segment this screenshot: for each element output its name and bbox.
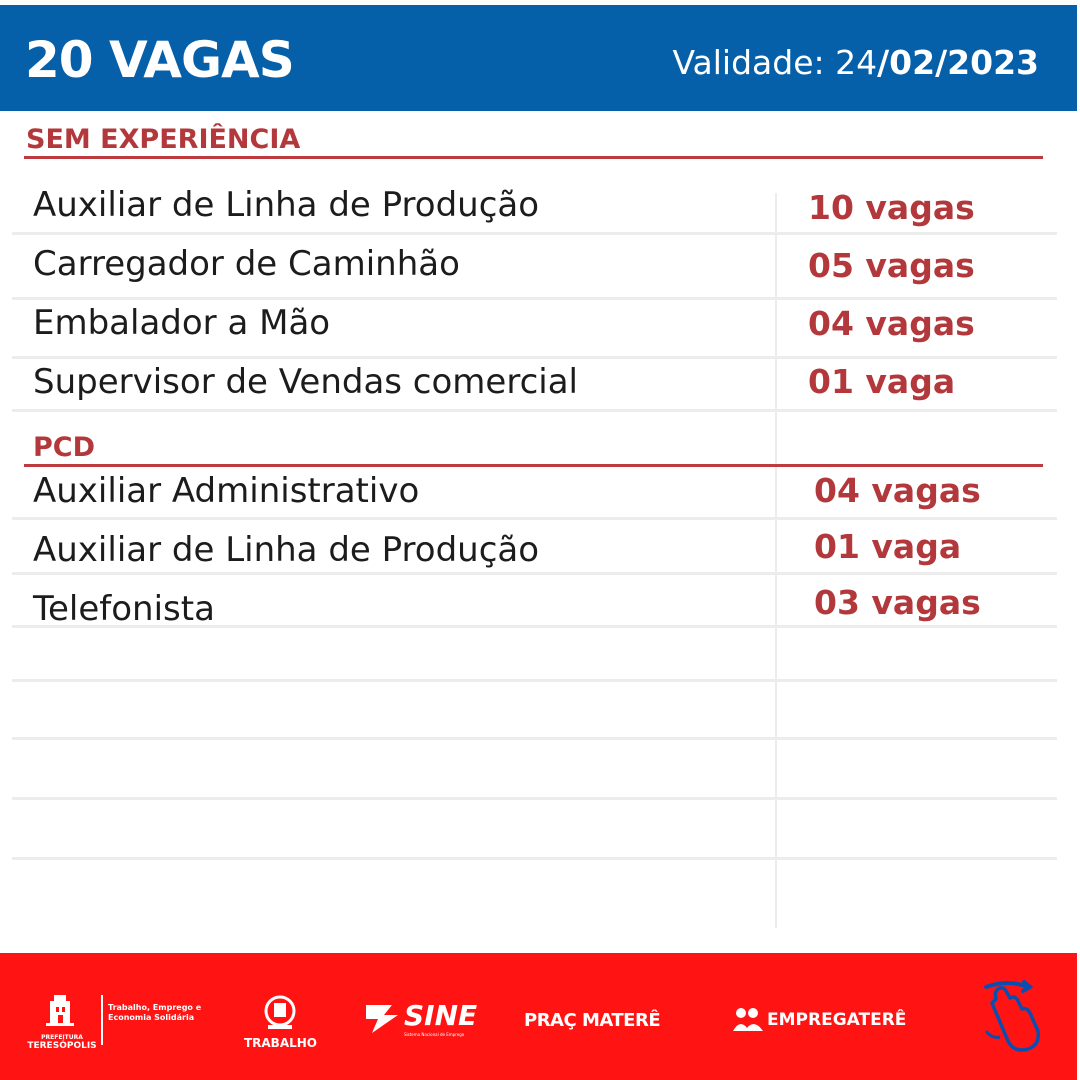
job-count: 04 vagas <box>814 471 981 510</box>
job-count: 03 vagas <box>814 583 981 622</box>
section-divider <box>24 156 1043 159</box>
row-divider <box>12 857 1057 860</box>
tap-hand-icon <box>978 979 1048 1059</box>
section-title-sem-experiencia: SEM EXPERIÊNCIA <box>26 124 301 155</box>
empregatere-logo <box>731 1007 941 1037</box>
row-divider <box>12 679 1057 682</box>
trabalho-logo <box>238 993 323 1053</box>
row-divider <box>12 356 1057 359</box>
validity-date-bold: /02/2023 <box>877 43 1039 82</box>
job-count: 10 vagas <box>808 188 975 227</box>
trabalho-label: TRABALHO <box>243 1036 318 1050</box>
people-icon <box>731 1007 765 1033</box>
job-name: Telefonista <box>33 589 215 629</box>
empregatere-label: EMPREGATERÊ <box>767 1010 907 1030</box>
job-count: 04 vagas <box>808 304 975 343</box>
job-name: Auxiliar de Linha de Produção <box>33 185 540 225</box>
secretaria-text: Trabalho, Emprego e Economia Solidária <box>108 1003 202 1022</box>
row-divider <box>12 737 1057 740</box>
row-divider <box>12 797 1057 800</box>
row-divider <box>12 572 1057 575</box>
job-name: Supervisor de Vendas comercial <box>33 362 578 402</box>
column-divider <box>775 193 777 928</box>
section-divider <box>24 464 1043 467</box>
job-count: 01 vaga <box>808 362 956 401</box>
sine-subtitle: Sistema Nacional de Emprego <box>404 1032 465 1037</box>
job-name: Auxiliar Administrativo <box>33 471 420 511</box>
prefeitura-crest-icon <box>22 993 102 1031</box>
validity-label: Validade: 24 <box>672 43 878 82</box>
sine-symbol-icon <box>364 999 400 1035</box>
prefeitura-small-text: PREFEITURA <box>41 1034 83 1041</box>
job-name: Embalador a Mão <box>33 303 331 343</box>
state-crest-icon <box>238 993 323 1033</box>
sine-logo <box>364 999 479 1044</box>
validity-date <box>673 43 1039 82</box>
footer-banner <box>0 953 1077 1080</box>
pracimatere-label: PRAÇ MATERÊ <box>524 1010 661 1031</box>
row-divider <box>12 232 1057 235</box>
job-name: Auxiliar de Linha de Produção <box>33 530 540 570</box>
prefeitura-logo <box>22 993 102 1053</box>
page-title: 20 VAGAS <box>25 31 294 89</box>
prefeitura-name: TERESÓPOLIS <box>27 1041 97 1051</box>
job-count: 05 vagas <box>808 246 975 285</box>
job-count: 01 vaga <box>814 527 962 566</box>
job-name: Carregador de Caminhão <box>33 244 460 284</box>
header-banner <box>0 5 1077 111</box>
section-title-pcd: PCD <box>33 432 96 463</box>
row-divider <box>12 517 1057 520</box>
row-divider <box>12 409 1057 412</box>
sine-label: SINE <box>404 999 478 1032</box>
logo-separator <box>101 995 103 1045</box>
row-divider <box>12 297 1057 300</box>
